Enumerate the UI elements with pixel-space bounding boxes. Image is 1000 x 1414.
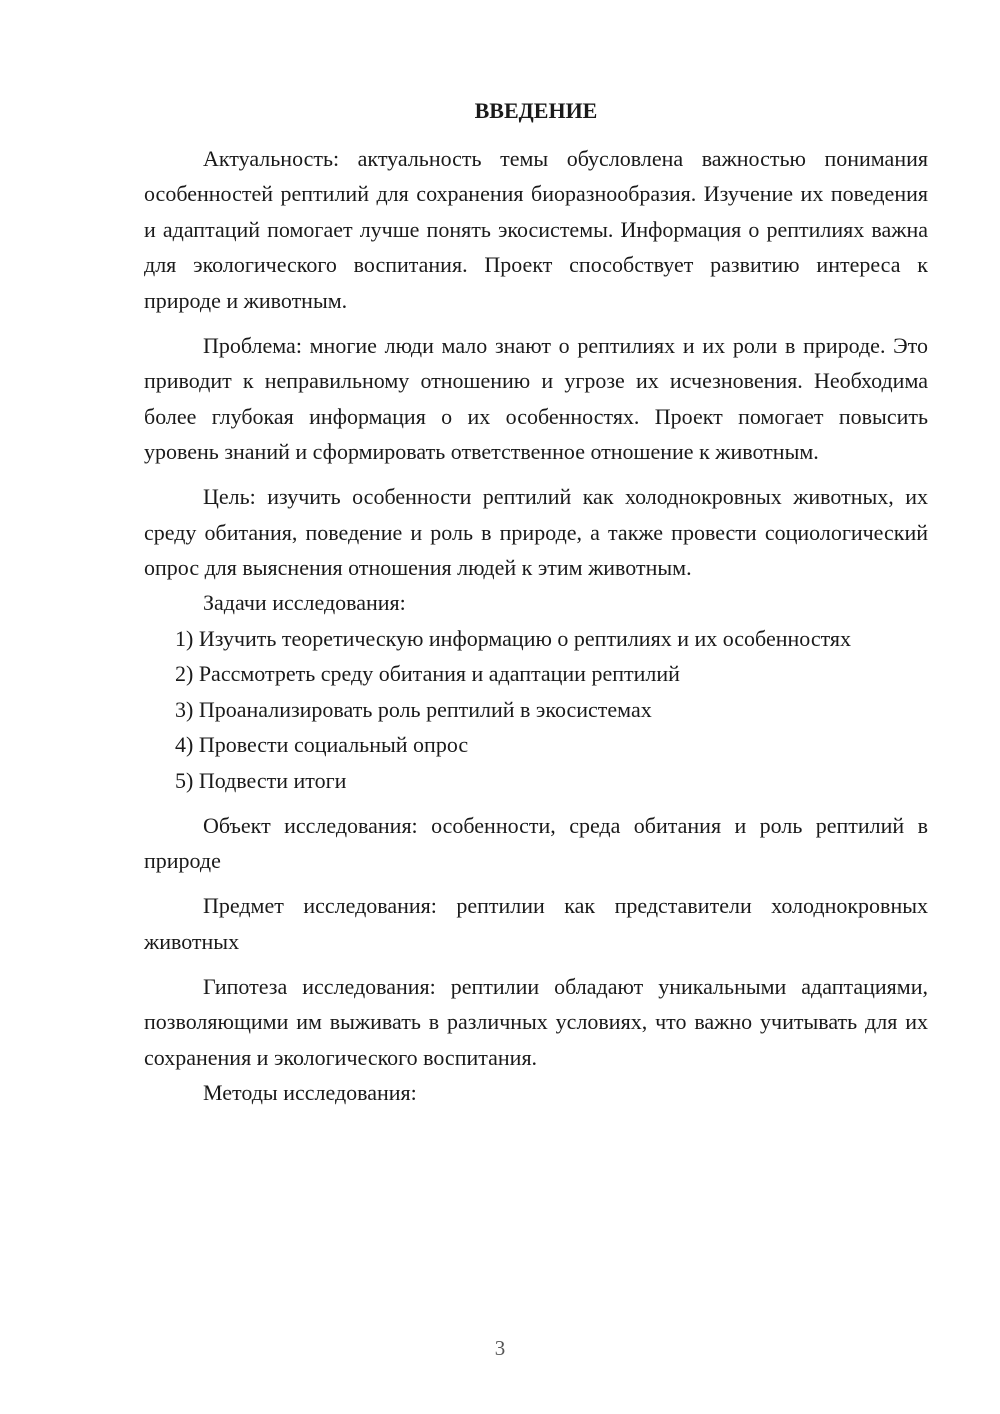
page-number: 3 <box>494 1336 506 1360</box>
tasks-heading: Задачи исследования: <box>203 590 406 616</box>
problem-paragraph: Проблема: многие люди мало знают о рептилиях и их роли в природе. Это приводит к неправильному отношению и угрозе их исчезновения. Необходима более глубокая информация о их особенностях. Проект помогает повысить уровень знаний и сформировать ответственное отношение к животным. <box>144 332 928 465</box>
document-page <box>144 94 928 1111</box>
task-item-4: 4) Провести социальный опрос <box>175 732 469 758</box>
hypothesis-paragraph: Гипотеза исследования: рептилии обладают уникальными адаптациями, позволяющими им выживать в различных условиях, что важно учитывать для их сохранения и экологического воспитания. <box>144 973 928 1070</box>
relevance-paragraph: Актуальность: актуальность темы обусловлена важностью понимания особенностей рептилий для сохранения биоразнообразия. Изучение их поведения и адаптаций помогает лучше понять экосистемы. Информация о рептилиях важна для экологического воспитания. Проект способствует развитию интереса к природе и животным. <box>144 146 928 313</box>
subject-paragraph: Предмет исследования: рептилии как представители холоднокровных животных <box>144 893 928 954</box>
object-paragraph: Объект исследования: особенности, среда обитания и роль рептилий в природе <box>144 812 928 874</box>
methods-heading: Методы исследования: <box>203 1080 417 1106</box>
task-item-3: 3) Проанализировать роль рептилий в экосистемах <box>175 696 652 722</box>
task-item-1: 1) Изучить теоретическую информацию о рептилиях и их особенностях <box>175 625 852 651</box>
goal-paragraph: Цель: изучить особенности рептилий как холоднокровных животных, их среду обитания, поведение и роль в природе, а также провести социологический опрос для выяснения отношения людей к этим животным. <box>144 484 928 581</box>
page-title: ВВЕДЕНИЕ <box>474 98 598 123</box>
task-item-5: 5) Подвести итоги <box>175 767 347 793</box>
task-item-2: 2) Рассмотреть среду обитания и адаптации рептилий <box>175 661 680 687</box>
